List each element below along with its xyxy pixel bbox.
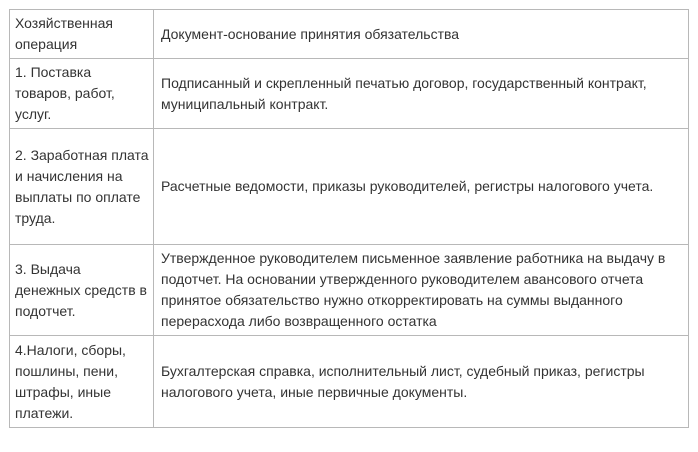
table-row [10, 336, 689, 428]
operation-cell: 2. Заработная плата и начисления на выплаты по оплате труда. [10, 129, 154, 245]
document-cell: Утвержденное руководителем письменное заявление работника на выдачу в подотчет. На основании утвержденного руководителем авансового отчета принятое обязательство нужно откорректировать на суммы выданного перерасхода либо возвращенного остатка [154, 245, 689, 336]
document-cell: Подписанный и скрепленный печатью договор, государственный контракт, муниципальный контракт. [154, 59, 689, 129]
table-header-row [10, 10, 689, 59]
operation-cell: 3. Выдача денежных средств в подотчет. [10, 245, 154, 336]
table-row [10, 59, 689, 129]
header-operation: Хозяйственная операция [10, 10, 154, 59]
document-cell: Бухгалтерская справка, исполнительный лист, судебный приказ, регистры налогового учета, иные первичные документы. [154, 336, 689, 428]
document-cell: Расчетные ведомости, приказы руководителей, регистры налогового учета. [154, 129, 689, 245]
operations-documents-table [9, 9, 689, 428]
operation-cell: 4.Налоги, сборы, пошлины, пени, штрафы, иные платежи. [10, 336, 154, 428]
operation-cell: 1. Поставка товаров, работ, услуг. [10, 59, 154, 129]
header-document: Документ-основание принятия обязательства [154, 10, 689, 59]
table-row [10, 245, 689, 336]
table-row [10, 129, 689, 245]
